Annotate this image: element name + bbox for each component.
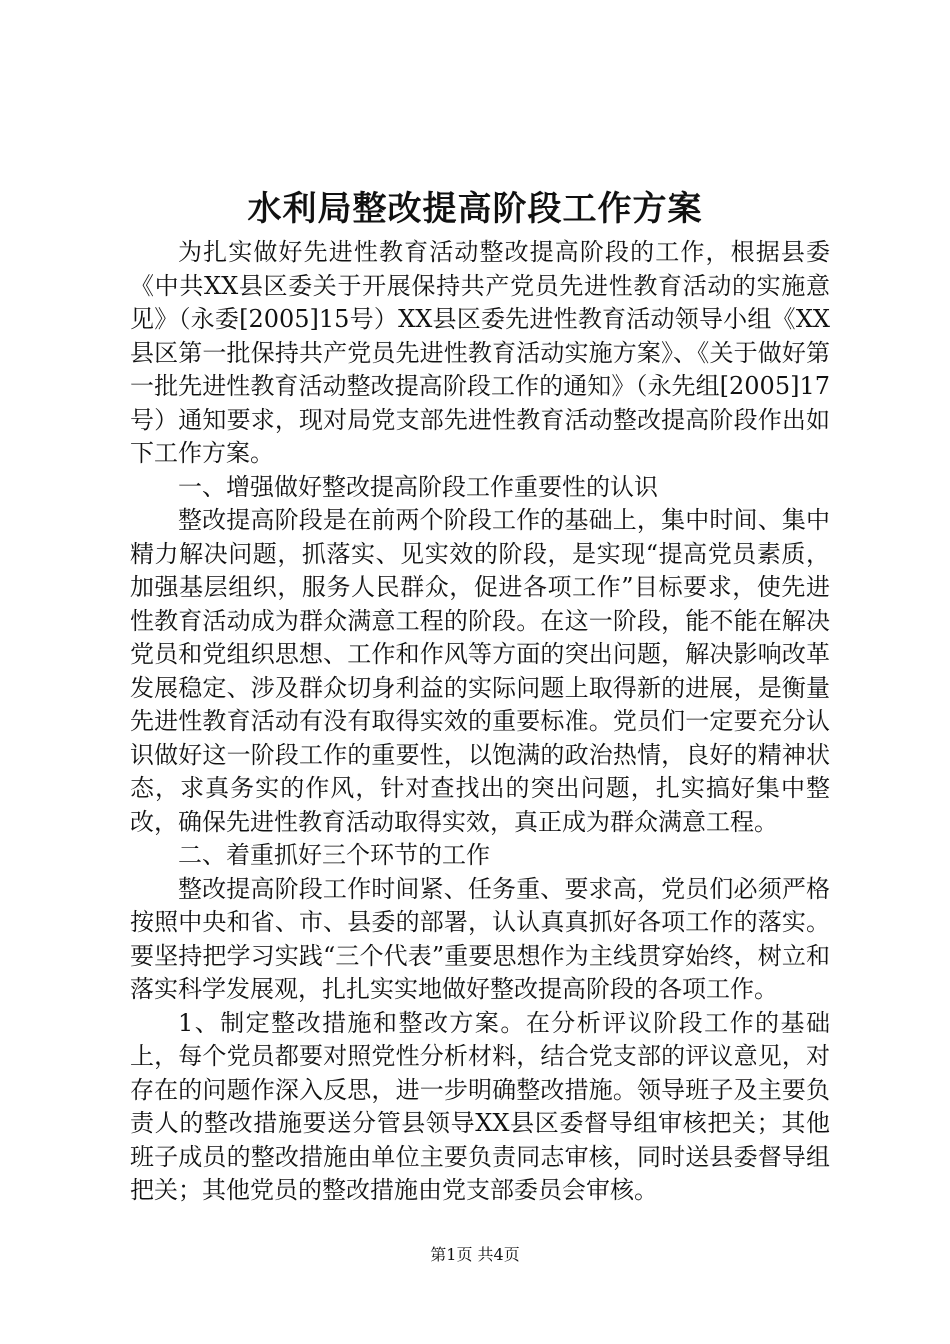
section-heading-1: 一、增强做好整改提高阶段工作重要性的认识 bbox=[178, 472, 658, 501]
document-title: 水利局整改提高阶段工作方案 bbox=[247, 189, 703, 229]
paragraph-intro: 为扎实做好先进性教育活动整改提高阶段的工作，根据县委《中共XX县区委关于开展保持共产党员先进性教育活动的实施意见》（永委[2005]15号）XX县区委先进性教育活动领导小组《XX县区第一批保持共产党员先进性教育活动实施方案》、《关于做好第一批先进性教育活动整改提高阶段工作的通知》（永先组[2005]17号）通知要求，现对局党支部先进性教育活动整改提高阶段作出如下工作方案。 bbox=[130, 238, 830, 467]
section-heading-2: 二、着重抓好三个环节的工作 bbox=[178, 841, 490, 869]
paragraph-item-1: 1、制定整改措施和整改方案。在分析评议阶段工作的基础上，每个党员都要对照党性分析材料，结合党支部的评议意见，对存在的问题作深入反思，进一步明确整改措施。领导班子及主要负责人的整改措施要送分管县领导XX县区委督导组审核把关；其他班子成员的整改措施由单位主要负责同志审核，同时送县委督导组把关；其他党员的整改措施由党支部委员会审核。 bbox=[130, 1008, 830, 1204]
page-footer: 第1页 共4页 bbox=[430, 1245, 520, 1264]
document-body bbox=[130, 236, 830, 1208]
paragraph-section-1: 整改提高阶段是在前两个阶段工作的基础上，集中时间、集中精力解决问题，抓落实、见实效的阶段，是实现“提高党员素质，加强基层组织，服务人民群众，促进各项工作”目标要求，使先进性教育活动成为群众满意工程的阶段。在这一阶段，能不能在解决党员和党组织思想、工作和作风等方面的突出问题，解决影响改革发展稳定、涉及群众切身利益的实际问题上取得新的进展，是衡量先进性教育活动有没有取得实效的重要标准。党员们一定要充分认识做好这一阶段工作的重要性，以饱满的政治热情，良好的精神状态，求真务实的作风，针对查找出的突出问题，扎实搞好集中整改，确保先进性教育活动取得实效，真正成为群众满意工程。 bbox=[130, 506, 830, 836]
paragraph-section-2: 整改提高阶段工作时间紧、任务重、要求高，党员们必须严格按照中央和省、市、县委的部署，认认真真抓好各项工作的落实。要坚持把学习实践“三个代表”重要思想作为主线贯穿始终，树立和落实科学发展观，扎扎实实地做好整改提高阶段的各项工作。 bbox=[130, 874, 830, 1003]
